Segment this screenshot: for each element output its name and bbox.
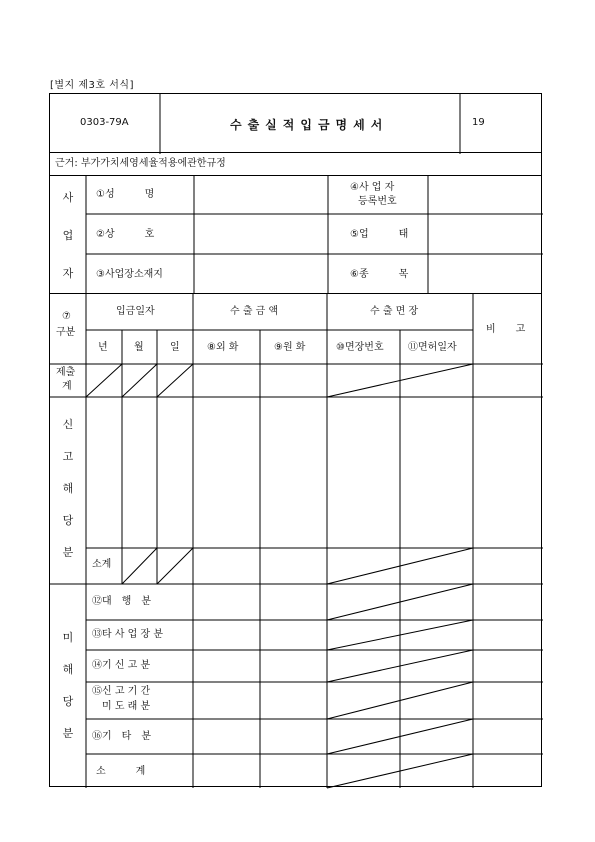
unreported-char: 분 (62, 727, 74, 740)
regno-label-2: 등록번호 (358, 196, 397, 207)
business-name-label: ②상 호 (96, 229, 155, 240)
export-amount-header: 수 출 금 액 (230, 306, 279, 317)
deposit-detail-table (49, 293, 542, 787)
unarrived-label-2: 미 도 래 분 (102, 701, 151, 712)
reported-char: 해 (62, 482, 74, 495)
license-number-header: ⑩면장번호 (336, 342, 384, 353)
reported-char: 고 (62, 450, 74, 463)
deposit-date-header: 입금일자 (116, 306, 155, 317)
other-label: ⑯기 타 분 (92, 731, 151, 742)
name-label: ①성 명 (96, 189, 155, 200)
license-date-header: ⑪면허일자 (408, 342, 457, 353)
total-sub-label: 소 계 (96, 766, 146, 777)
reported-char: 신 (62, 418, 74, 431)
already-reported-label: ⑭기 신 고 분 (92, 660, 151, 671)
reported-char: 분 (62, 546, 74, 559)
form-code: 0303-79A (80, 117, 129, 128)
total-row-label: 제출 (56, 367, 76, 378)
form-title: 수출실적입금명세서 (230, 118, 389, 132)
won-header: ⑨원 화 (274, 342, 306, 353)
business-type-label: ⑤업 태 (350, 229, 409, 240)
category-label: 구분 (56, 327, 76, 338)
business-item-label: ⑥종 목 (350, 269, 409, 280)
address-label: ③사업장소재지 (96, 269, 163, 280)
category-number: ⑦ (62, 311, 71, 322)
enterprise-char: 업 (62, 229, 74, 242)
form-header (49, 93, 542, 153)
enterprise-char: 자 (62, 267, 74, 280)
year-field: 19 (472, 117, 485, 128)
export-license-header: 수 출 면 장 (370, 306, 419, 317)
export-deposit-form (49, 93, 542, 787)
unreported-char: 당 (62, 695, 74, 708)
basis-row (49, 152, 542, 176)
reported-char: 당 (62, 514, 74, 527)
unarrived-label: ⑮신 고 기 간 (92, 686, 151, 697)
table-grid-lines (50, 294, 543, 788)
other-site-label: ⑬타 사 업 장 분 (92, 629, 164, 640)
month-header: 월 (134, 342, 144, 353)
total-row-label-2: 계 (62, 381, 72, 392)
enterprise-char: 사 (62, 191, 74, 204)
year-header: 년 (98, 342, 108, 353)
unreported-char: 미 (62, 631, 74, 644)
regno-label: ④사 업 자 (350, 182, 395, 193)
foreign-currency-header: ⑧외 화 (207, 342, 239, 353)
legal-basis: 근거: 부가가치세영세율적용에관한규정 (55, 158, 226, 169)
subtotal-label: 소계 (92, 559, 112, 570)
remarks-header: 비 고 (486, 324, 526, 335)
unreported-char: 해 (62, 663, 74, 676)
agency-label: ⑫대 행 분 (92, 596, 151, 607)
form-number-label: [별지 제3호 서식] (50, 80, 134, 91)
day-header: 일 (170, 342, 180, 353)
enterprise-section (49, 175, 542, 294)
